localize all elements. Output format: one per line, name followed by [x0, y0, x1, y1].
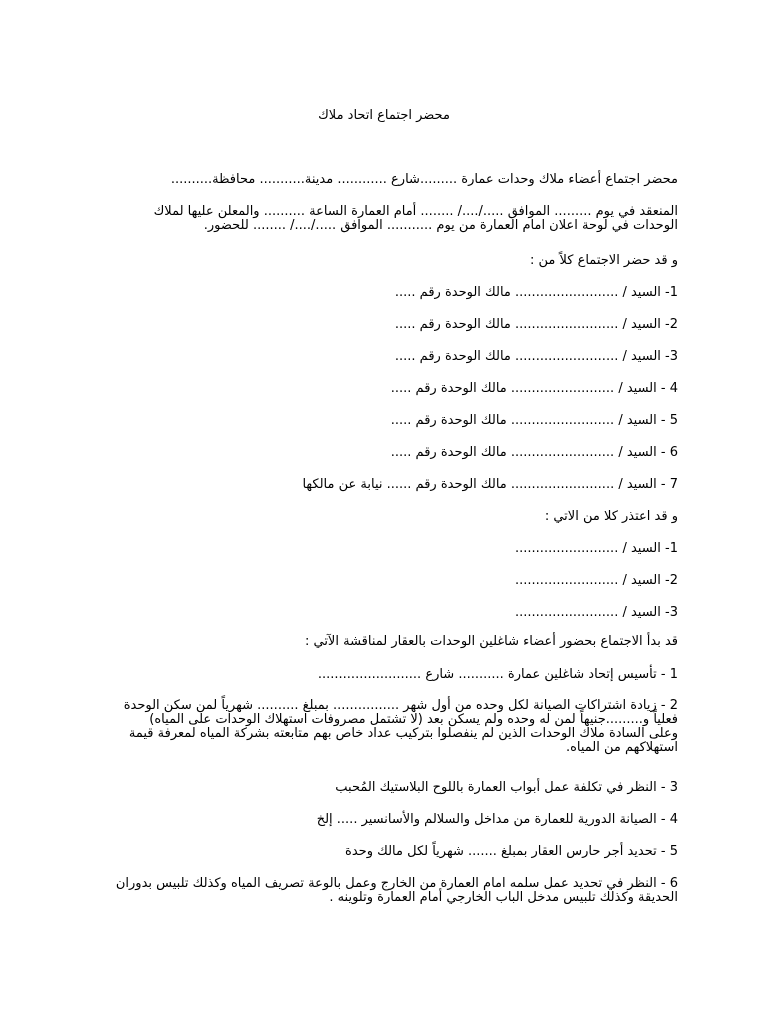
agenda-item-6	[90, 877, 678, 905]
apology-item: 3- السيد / .........................	[515, 605, 678, 620]
agenda-item-2-line: استهلاكهم من المياه.	[565, 740, 678, 755]
attendee-item: 1- السيد / ......................... مالك الوحدة رقم .....	[394, 285, 678, 300]
agenda-item-1: 1 - تأسيس إتحاد شاغلين عمارة ........... شارع .........................	[317, 667, 678, 682]
agenda-item-2-line: 2 - زيادة اشتراكات الصيانة لكل وحده من أول شهر ................ بمبلغ .......... شهرياً لمن سكن الوحدة	[123, 698, 678, 713]
document-title: محضر اجتماع اتحاد ملاك	[318, 108, 450, 123]
agenda-item-2-line: وعلى السادة ملاك الوحدات الذين لم ينفصلوا بتركيب عداد خاص بهم متابعته بشركة المياه لمعرفة قيمة	[128, 726, 678, 741]
apology-item: 2- السيد / .........................	[515, 573, 678, 588]
attendee-item: 6 - السيد / ......................... مالك الوحدة رقم .....	[390, 445, 678, 460]
attendee-item: 7 - السيد / ......................... مالك الوحدة رقم ...... نيابة عن مالكها	[302, 477, 678, 492]
agenda-item-2	[90, 699, 678, 755]
agenda-item-5: 5 - تحديد أجر حارس العقار بمبلغ ....... شهرياً لكل مالك وحدة	[345, 844, 678, 859]
agenda-item-3: 3 - النظر في تكلفة عمل أبواب العمارة باللوح البلاستيك المُحبب	[335, 780, 678, 795]
apology-item: 1- السيد / .........................	[515, 541, 678, 556]
agenda-item-2-line: فعلياً و.........جنيهاً لمن له وحده ولم يسكن بعد (لا تشتمل مصروفات استهلاك الوحدات على المياه)	[149, 712, 678, 727]
attendee-item: 2- السيد / ......................... مالك الوحدة رقم .....	[394, 317, 678, 332]
attendee-item: 4 - السيد / ......................... مالك الوحدة رقم .....	[390, 381, 678, 396]
agenda-item-6-line: الحديقة وكذلك تلبيس مدخل الباب الخارجي أمام العمارة وتلوينه .	[329, 890, 678, 905]
meeting-paragraph	[90, 205, 678, 233]
agenda-heading: قد بدأ الاجتماع بحضور أعضاء شاغلين الوحدات بالعقار لمناقشة الآتي :	[304, 634, 678, 649]
attendee-item: 5 - السيد / ......................... مالك الوحدة رقم .....	[390, 413, 678, 428]
intro-line: محضر اجتماع أعضاء ملاك وحدات عمارة .........شارع ............ مدينة........... محافظة..........	[170, 172, 678, 187]
attendee-item: 3- السيد / ......................... مالك الوحدة رقم .....	[394, 349, 678, 364]
agenda-item-6-line: 6 - النظر في تحديد عمل سلمه امام العمارة من الخارج وعمل بالوعة تصريف المياه وكذلك تلبيس بدوران	[115, 876, 678, 891]
agenda-item-4: 4 - الصيانة الدورية للعمارة من مداخل والسلالم والأسانسير ..... إلخ	[316, 812, 678, 827]
meeting-line: المنعقد في يوم ......... الموافق ...../..../ ........ أمام العمارة الساعة .......... والمعلن عليها لملاك	[153, 204, 678, 219]
meeting-line: الوحدات في لوحة اعلان امام العمارة من يوم ........... الموافق ...../..../ ........ للحضور.	[203, 218, 678, 233]
apologies-heading: و قد اعتذر كلا من الاتي :	[544, 509, 678, 524]
attendees-heading: و قد حضر الاجتماع كلاً من :	[530, 253, 678, 268]
